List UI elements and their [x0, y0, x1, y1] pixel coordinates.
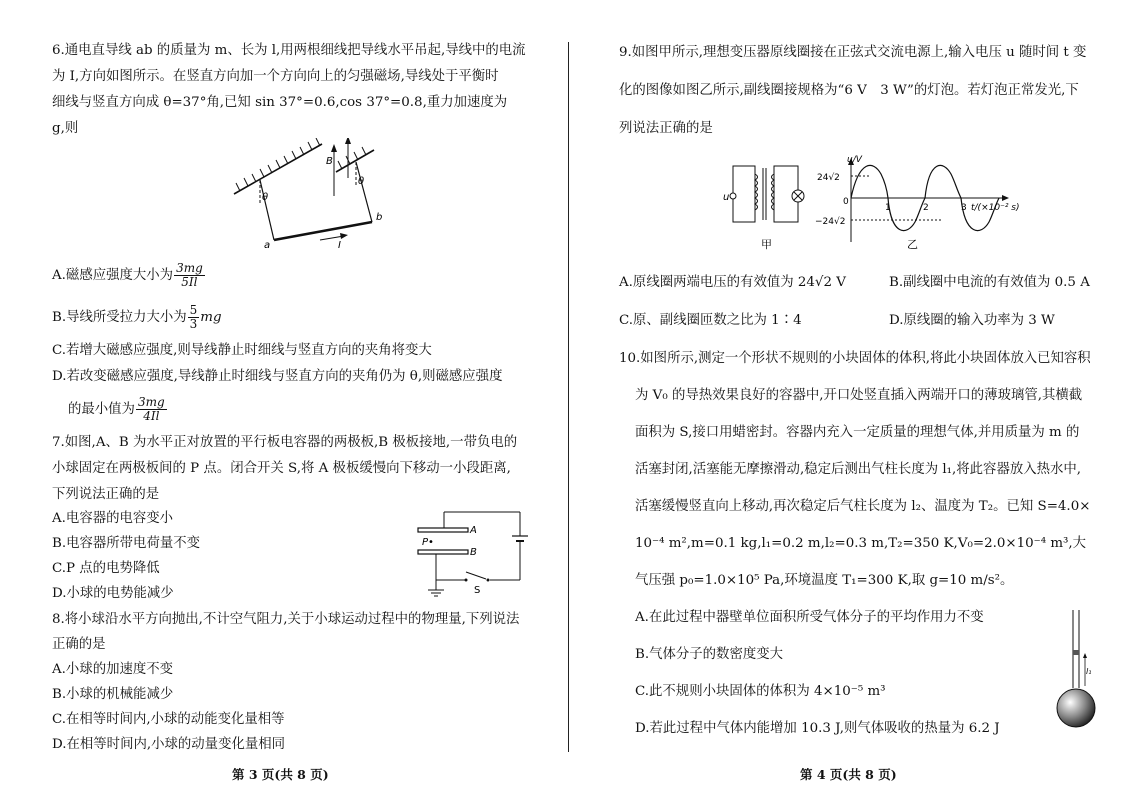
q6-figure — [230, 138, 390, 250]
q9-option-c: C.原、副线圈匝数之比为 1∶4 — [619, 313, 802, 328]
q10-label-l1: l₁ — [1086, 667, 1092, 676]
q6-option-b-text: B.导线所受拉力大小为 — [52, 310, 187, 325]
q10-option-d: D.若此过程中气体内能增加 10.3 J,则气体吸收的热量为 6.2 J — [635, 721, 1000, 736]
q10-line-6: 10⁻⁴ m²,m=0.1 kg,l₁=0.2 m,l₂=0.3 m,T₂=350 K,V₀=2.0×10⁻⁴ m³,大 — [635, 536, 1087, 551]
q6-option-d-fraction — [136, 396, 167, 423]
q9-tick-1: 1 — [885, 203, 891, 213]
q7-option-b: B.电容器所带电荷量不变 — [52, 536, 201, 551]
q10-container-figure — [1055, 604, 1099, 744]
q8-option-c: C.在相等时间内,小球的动能变化量相等 — [52, 712, 285, 727]
q10-line-7: 气压强 p₀=1.0×10⁵ Pa,环境温度 T₁=300 K,取 g=10 m/s²。 — [635, 573, 1014, 588]
q9-origin: 0 — [843, 197, 849, 207]
q9-y-negative: −24√2 — [815, 217, 846, 227]
page-4-footer: 第 4 页(共 8 页) — [800, 767, 897, 782]
q6-option-a-text: A.磁感应强度大小为 — [52, 268, 174, 283]
q9-axis-u: u/V — [847, 155, 862, 165]
q6-option-d-den: 4Il — [143, 409, 160, 423]
q9-y-positive: 24√2 — [817, 173, 840, 183]
q6-option-d-line-1: D.若改变磁感应强度,导线静止时细线与竖直方向的夹角仍为 θ,则磁感应强度 — [52, 369, 503, 384]
q6-option-c: C.若增大磁感应强度,则导线静止时细线与竖直方向的夹角将变大 — [52, 343, 432, 358]
q9-option-d: D.原线圈的输入功率为 3 W — [889, 313, 1055, 328]
q8-line-2: 正确的是 — [52, 637, 106, 652]
q6-line-4: g,则 — [52, 121, 79, 136]
q7-label-A: A — [470, 525, 477, 536]
q6-option-d-num: 3mg — [137, 395, 165, 409]
q10-line-3: 面积为 S,接口用蜡密封。容器内充入一定质量的理想气体,并用质量为 m 的 — [635, 425, 1080, 440]
q9-line-2: 化的图像如图乙所示,副线圈接规格为“6 V 3 W”的灯泡。若灯泡正常发光,下 — [619, 83, 1079, 98]
q6-option-a-fraction — [174, 262, 205, 289]
q7-label-S: S — [474, 585, 481, 596]
q10-line-4: 活塞封闭,活塞能无摩擦滑动,稳定后测出气柱长度为 l₁,将此容器放入热水中, — [635, 462, 1082, 477]
q6-option-b-fraction — [188, 304, 200, 331]
q9-tick-2: 2 — [923, 203, 929, 213]
q6-option-b-den: 3 — [189, 317, 198, 331]
q7-option-c: C.P 点的电势降低 — [52, 561, 160, 576]
q9-line-1: 9.如图甲所示,理想变压器原线圈接在正弦式交流电源上,输入电压 u 随时间 t 变 — [619, 45, 1087, 60]
q9-label-jia: 甲 — [761, 238, 772, 251]
q7-label-P: P• — [422, 537, 434, 548]
q7-line-3: 下列说法正确的是 — [52, 487, 160, 502]
page-3-footer: 第 3 页(共 8 页) — [232, 767, 329, 782]
q10-line-5: 活塞缓慢竖直向上移动,再次稳定后气柱长度为 l₂、温度为 T₂。已知 S=4.0× — [635, 499, 1091, 514]
q10-line-1: 10.如图所示,测定一个形状不规则的小块固体的体积,将此小块固体放入已知容积 — [619, 351, 1091, 366]
q10-option-b: B.气体分子的数密度变大 — [635, 647, 784, 662]
column-divider — [568, 42, 569, 752]
q6-option-d-line-2 — [68, 396, 168, 423]
q7-line-1: 7.如图,A、B 为水平正对放置的平行板电容器的两极板,B 极板接地,一带负电的 — [52, 435, 518, 450]
q6-label-theta-1: θ — [262, 192, 269, 203]
q6-option-b — [52, 304, 222, 331]
q8-option-a: A.小球的加速度不变 — [52, 662, 174, 677]
q6-option-d-text: 的最小值为 — [68, 402, 135, 417]
q6-option-a-num: 3mg — [176, 261, 203, 275]
q6-line-2: 为 I,方向如图所示。在竖直方向加一个方向向上的匀强磁场,导线处于平衡时 — [52, 69, 499, 84]
q6-option-b-num: 5 — [189, 303, 198, 317]
q9-option-b: B.副线圈中电流的有效值为 0.5 A — [889, 275, 1090, 290]
q8-line-1: 8.将小球沿水平方向抛出,不计空气阻力,关于小球运动过程中的物理量,下列说法 — [52, 612, 520, 627]
q6-line-1: 6.通电直导线 ab 的质量为 m、长为 l,用两根细线把导线水平吊起,导线中的电流 — [52, 43, 526, 58]
q7-option-d: D.小球的电势能减少 — [52, 586, 174, 601]
q6-label-I: I — [338, 240, 341, 250]
q6-option-b-suffix: mg — [200, 310, 222, 325]
q9-voltage-graph — [815, 152, 1035, 252]
q10-option-c: C.此不规则小块固体的体积为 4×10⁻⁵ m³ — [635, 684, 886, 699]
q7-option-a: A.电容器的电容变小 — [52, 511, 174, 526]
q9-label-yi: 乙 — [907, 238, 918, 251]
q6-label-B: B — [326, 156, 333, 167]
q6-label-theta-2: θ — [358, 176, 365, 187]
q8-option-b: B.小球的机械能减少 — [52, 687, 174, 702]
q9-source-label: u — [723, 192, 730, 203]
q6-option-a — [52, 262, 206, 289]
q7-line-2: 小球固定在两极板间的 P 点。闭合开关 S,将 A 极板缓慢向下移动一小段距离, — [52, 461, 511, 476]
q9-tick-3: 3 — [961, 203, 967, 213]
q9-axis-t: t/(×10⁻² s) — [971, 203, 1020, 213]
q9-option-a: A.原线圈两端电压的有效值为 24√2 V — [619, 275, 846, 290]
q6-label-b: b — [376, 212, 383, 223]
q10-option-a: A.在此过程中器壁单位面积所受气体分子的平均作用力不变 — [635, 610, 984, 625]
q9-line-3: 列说法正确的是 — [619, 121, 713, 136]
q9-transformer-figure — [723, 160, 813, 252]
q6-line-3: 细线与竖直方向成 θ=37°角,已知 sin 37°=0.6,cos 37°=0.8,重力加速度为 — [52, 95, 508, 110]
q10-line-2: 为 V₀ 的导热效果良好的容器中,开口处竖直插入两端开口的薄玻璃管,其横截 — [635, 388, 1083, 403]
q8-option-d: D.在相等时间内,小球的动量变化量相同 — [52, 737, 286, 752]
q7-circuit-figure — [408, 508, 528, 600]
q6-label-a: a — [264, 240, 271, 250]
q7-label-B: B — [470, 547, 477, 558]
q6-option-a-den: 5Il — [181, 275, 198, 289]
